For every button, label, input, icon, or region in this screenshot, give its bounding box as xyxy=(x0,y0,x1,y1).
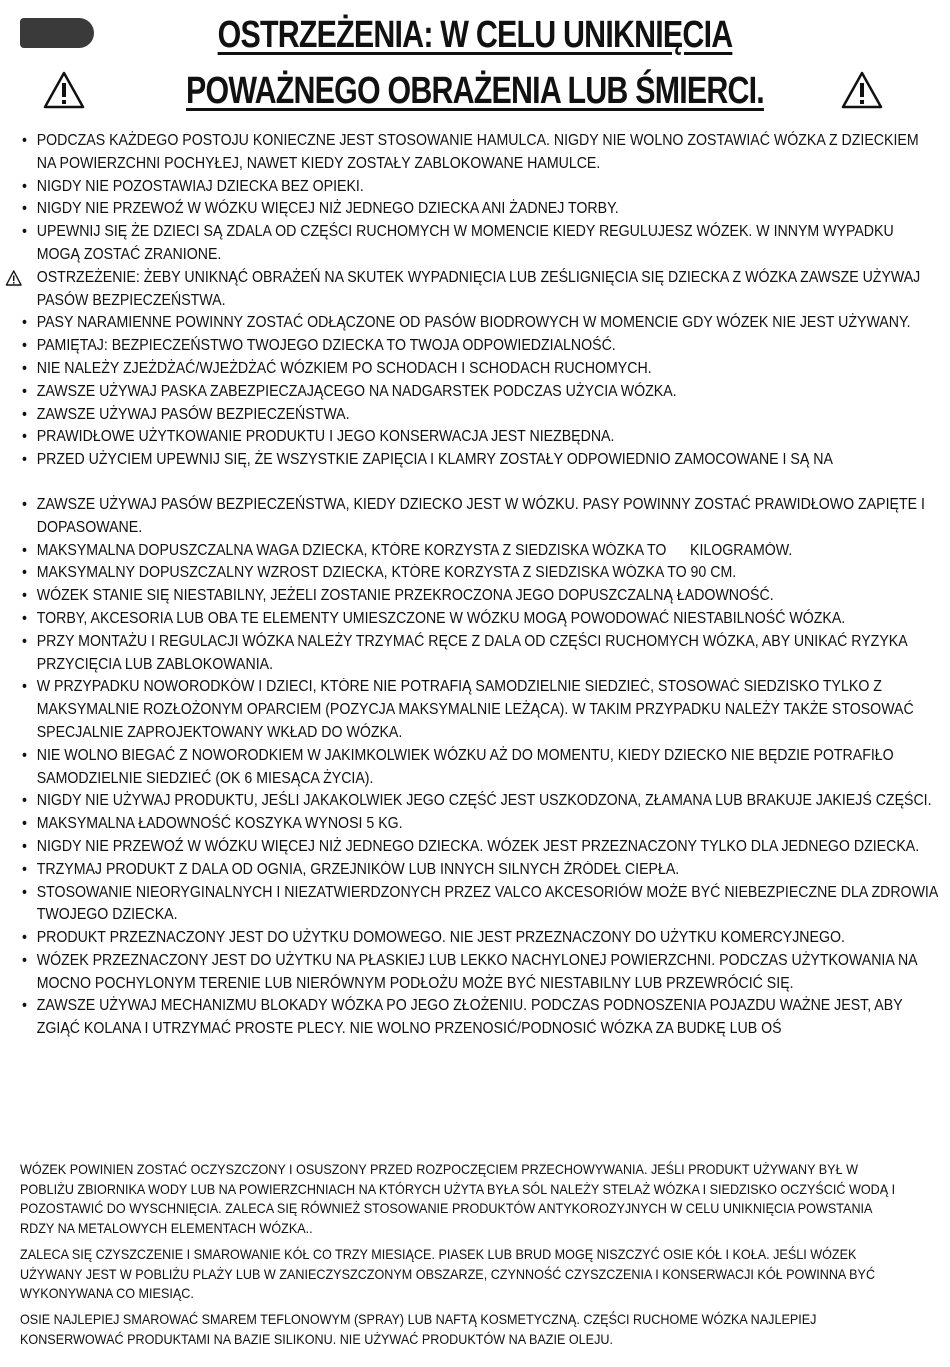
list-item: • TRZYMAJ PRODUKT Z DALA OD OGNIA, GRZEJNIKÓW LUB INNYCH SILNYCH ŹRÓDEŁ CIEPŁA. xyxy=(22,859,938,882)
list-item: • WÓZEK PRZEZNACZONY JEST DO UŻYTKU NA PŁASKIEJ LUB LEKKO NACHYLONEJ POWIERZCHNI. PODCZAS UŻYTKOWANIA NA MOCNO POCHYLONYM TERENIE LUB NIERÓWNYM PODŁOŻU MOŻE BYĆ NIESTABILNY LUB PRZEWRÓCIĆ SIĘ. xyxy=(22,951,917,992)
maintenance-paragraph: ZALECA SIĘ CZYSZCZENIE I SMAROWANIE KÓŁ CO TRZY MIESIĄCE. PIASEK LUB BRUD MOGĘ NISZCZYĆ OSIE KÓŁ I KOŁA. JEŚLI WÓZEK UŻYWANY JEST W POBLIŻU PLAŻY LUB W ZANIECZYSZCZONYM OBSZARZE, CZYNNOŚĆ CZYSZCZENIA I KONSERWACJI KÓŁ POWINNA BYĆ WYKONYWANA CO MIESIĄC. xyxy=(20,1246,876,1301)
bullet: • xyxy=(22,495,27,513)
maintenance-paragraph: WÓZEK POWINIEN ZOSTAĆ OCZYSZCZONY I OSUSZONY PRZED ROZPOCZĘCIEM PRZECHOWYWANIA. JEŚLI PRODUKT UŻYWANY BYŁ W POBLIŻU ZBIORNIKA WODY LUB NA POWIERZCHNIACH NA KTÓRYCH UŻYTA BYŁA SÓL NALEŻY STELAŻ WÓZKA I SIEDZISKO OCZYŚCIĆ WODĄ I POZOSTAWIĆ DO WYSCHNIĘCIA. ZALECA SIĘ RÓWNIEŻ STOSOWANIE PRODUKTÓW ANTYKOROZYJNYCH W CELU UNIKNIĘCIA POWSTANIA RDZY NA METALOWYCH ELEMENTACH WÓZKA.. xyxy=(20,1161,896,1236)
bullet: • xyxy=(22,541,27,559)
bullet: • xyxy=(22,359,27,377)
list-item: • NIGDY NIE UŻYWAJ PRODUKTU, JEŚLI JAKAKOLWIEK JEGO CZĘŚĆ JEST USZKODZONA, ZŁAMANA LUB BRAKUJE JAKIEJŚ CZĘŚCI. xyxy=(22,790,938,813)
bullet: • xyxy=(22,177,27,195)
page-tab-marker xyxy=(20,18,94,48)
list-item-warning: OSTRZEŻENIE: ŻEBY UNIKNĄĆ OBRAŻEŃ NA SKUTEK WYPADNIĘCIA LUB ZEŚLIGNIĘCIA SIĘ DZIECKA Z WÓZKA ZAWSZE UŻYWAJ PASÓW BEZPIECZEŃSTWA. xyxy=(22,267,938,313)
bullet: • xyxy=(22,428,27,446)
maintenance-paragraph: OSIE NAJLEPIEJ SMAROWAĆ SMAREM TEFLONOWYM (SPRAY) LUB NAFTĄ KOSMETYCZNĄ. CZĘŚCI RUCHOME WÓZKA NAJLEPIEJ KONSERWOWAĆ PRODUKTAMI NA BAZIE SILIKONU. NIE UŻYWAĆ PRODUKTÓW NA BAZIE OLEJU. xyxy=(20,1311,817,1347)
warning-triangle-icon xyxy=(42,70,86,110)
list-item: • PRZY MONTAŻU I REGULACJI WÓZKA NALEŻY TRZYMAĆ RĘCE Z DALA OD CZĘŚCI RUCHOMYCH WÓZKA, ABY UNIKAĆ RYZYKA PRZYCIĘCIA LUB ZABLOKOWANIA. xyxy=(22,632,907,673)
warning-title-line1: OSTRZEŻENIA: W CELU UNIKNIĘCIA xyxy=(217,14,733,56)
list-item: • W PRZYPADKU NOWORODKÓW I DZIECI, KTÓRE NIE POTRAFIĄ SAMODZIELNIE SIEDZIEĆ, STOSOWAĆ SIEDZISKO TYLKO Z MAKSYMALNIE ROZŁOŻONYM OPARCIEM (POZYCJA MAKSYMALNIE LEŻĄCA). W TAKIM PRZYPADKU NALEŻY TAKŻE STOSOWAĆ SPECJALNIE ZAPROJEKTOWANY WKŁAD DO WÓZKA. xyxy=(22,678,914,741)
bullet: • xyxy=(22,314,27,332)
bullet: • xyxy=(22,815,27,833)
bullet: • xyxy=(22,746,27,764)
bullet: • xyxy=(22,837,27,855)
list-item: • NIGDY NIE POZOSTAWIAJ DZIECKA BEZ OPIEKI. xyxy=(22,176,938,199)
list-item: • PRAWIDŁOWE UŻYTKOWANIE PRODUKTU I JEGO KONSERWACJA JEST NIEZBĘDNA. xyxy=(22,426,938,449)
bullet: • xyxy=(22,678,27,696)
spacer xyxy=(22,472,927,494)
bullet: • xyxy=(22,632,27,650)
bullet: • xyxy=(22,792,27,810)
bullet: • xyxy=(22,951,27,969)
list-item: • ZAWSZE UŻYWAJ PASKA ZABEZPIECZAJĄCEGO NA NADGARSTEK PODCZAS UŻYCIA WÓZKA. xyxy=(22,381,938,404)
bullet: • xyxy=(22,132,27,149)
list-item: • STOSOWANIE NIEORYGINALNYCH I NIEZATWIERDZONYCH PRZEZ VALCO AKCESORIÓW MOŻE BYĆ NIEBEZPIECZNE DLA ZDROWIA TWOJEGO DZIECKA. xyxy=(22,883,938,924)
bullet: • xyxy=(22,337,27,355)
list-item: • PRZED UŻYCIEM UPEWNIJ SIĘ, ŻE WSZYSTKIE ZAPIĘCIA I KLAMRY ZOSTAŁY ODPOWIEDNIO ZAMOCOWANE I SĄ NA xyxy=(22,449,938,472)
list-item: • MAKSYMALNA ŁADOWNOŚĆ KOSZYKA WYNOSI 5 KG. xyxy=(22,813,938,836)
list-item: • NIE WOLNO BIEGAĆ Z NOWORODKIEM W JAKIMKOLWIEK WÓZKU AŻ DO MOMENTU, KIEDY DZIECKO NIE BĘDZIE POTRAFIŁO SAMODZIELNIE SIEDZIEĆ (OK 6 MIESĄCA ŻYCIA). xyxy=(22,746,894,787)
list-item: • NIE NALEŻY ZJEŻDŻAĆ/WJEŻDŻAĆ WÓZKIEM PO SCHODACH I SCHODACH RUCHOMYCH. xyxy=(22,358,938,381)
bullet: • xyxy=(22,564,27,582)
list-item: • NIGDY NIE PRZEWOŹ W WÓZKU WIĘCEJ NIŻ JEDNEGO DZIECKA ANI ŻADNEJ TORBY. xyxy=(22,198,938,221)
list-item: • ZAWSZE UŻYWAJ PASÓW BEZPIECZEŃSTWA, KIEDY DZIECKO JEST W WÓZKU. PASY POWINNY ZOSTAĆ PRAWIDŁOWO ZAPIĘTE I DOPASOWANE. xyxy=(22,495,925,536)
list-item: • PASY NARAMIENNE POWINNY ZOSTAĆ ODŁĄCZONE OD PASÓW BIODROWYCH W MOMENCIE GDY WÓZEK NIE JEST UŻYWANY. xyxy=(22,312,938,335)
list-item: • MAKSYMALNY DOPUSZCZALNY WZROST DZIECKA, KTÓRE KORZYSTA Z SIEDZISKA WÓZKA TO 90 CM. xyxy=(22,562,938,585)
bullet: • xyxy=(22,860,27,878)
warning-title-line2: POWAŻNEGO OBRAŻENIA LUB ŚMIERCI. xyxy=(186,70,764,112)
bullet: • xyxy=(22,200,27,218)
list-item: • PRODUKT PRZEZNACZONY JEST DO UŻYTKU DOMOWEGO. NIE JEST PRZEZNACZONY DO UŻYTKU KOMERCYJNEGO. xyxy=(22,927,938,950)
bullet: • xyxy=(22,405,27,423)
list-item: • PODCZAS KAŻDEGO POSTOJU KONIECZNE JEST STOSOWANIE HAMULCA. NIGDY NIE WOLNO ZOSTAWIAĆ WÓZKA Z DZIECKIEM NA POWIERZCHNI POCHYŁEJ, NAWET KIEDY ZOSTAŁY ZABLOKOWANE HAMULCE. xyxy=(22,132,919,172)
warning-triangle-icon xyxy=(840,70,884,110)
warning-triangle-icon xyxy=(5,270,22,286)
bullet: • xyxy=(22,382,27,400)
list-item: • TORBY, AKCESORIA LUB OBA TE ELEMENTY UMIESZCZONE W WÓZKU MOGĄ POWODOWAĆ NIESTABILNOŚĆ WÓZKA. xyxy=(22,608,938,631)
bullet: • xyxy=(22,929,27,947)
bullet: • xyxy=(22,451,27,469)
list-item: • ZAWSZE UŻYWAJ PASÓW BEZPIECZEŃSTWA. xyxy=(22,404,938,427)
list-item: • NIGDY NIE PRZEWOŹ W WÓZKU WIĘCEJ NIŻ JEDNEGO DZIECKA. WÓZEK JEST PRZEZNACZONY TYLKO DLA JEDNEGO DZIECKA. xyxy=(22,836,938,859)
bullet: • xyxy=(22,609,27,627)
bullet: • xyxy=(22,587,27,605)
bullet: • xyxy=(22,883,27,901)
list-item: • WÓZEK STANIE SIĘ NIESTABILNY, JEŻELI ZOSTANIE PRZEKROCZONA JEGO DOPUSZCZALNĄ ŁADOWNOŚĆ. xyxy=(22,585,938,608)
list-item: • MAKSYMALNA DOPUSZCZALNA WAGA DZIECKA, KTÓRE KORZYSTA Z SIEDZISKA WÓZKA TO KILOGRAMÓW. xyxy=(22,540,938,563)
list-item: • PAMIĘTAJ: BEZPIECZEŃSTWO TWOJEGO DZIECKA TO TWOJA ODPOWIEDZIALNOŚĆ. xyxy=(22,335,938,358)
list-item: • ZAWSZE UŻYWAJ MECHANIZMU BLOKADY WÓZKA PO JEGO ZŁOŻENIU. PODCZAS PODNOSZENIA POJAZDU WAŻNE JEST, ABY ZGIĄĆ KOLANA I UTRZYMAĆ PROSTE PLECY. NIE WOLNO PRZENOSIĆ/PODNOSIĆ WÓZKA ZA BUDKĘ LUB OŚ xyxy=(22,997,903,1038)
bullet: • xyxy=(22,997,27,1015)
bullet: • xyxy=(22,223,27,241)
list-item: • UPEWNIJ SIĘ ŻE DZIECI SĄ ZDALA OD CZĘŚCI RUCHOMYCH W MOMENCIE KIEDY REGULUJESZ WÓZEK. W INNYM WYPADKU MOGĄ ZOSTAĆ ZRANIONE. xyxy=(22,223,894,263)
warnings-list xyxy=(22,130,938,1041)
